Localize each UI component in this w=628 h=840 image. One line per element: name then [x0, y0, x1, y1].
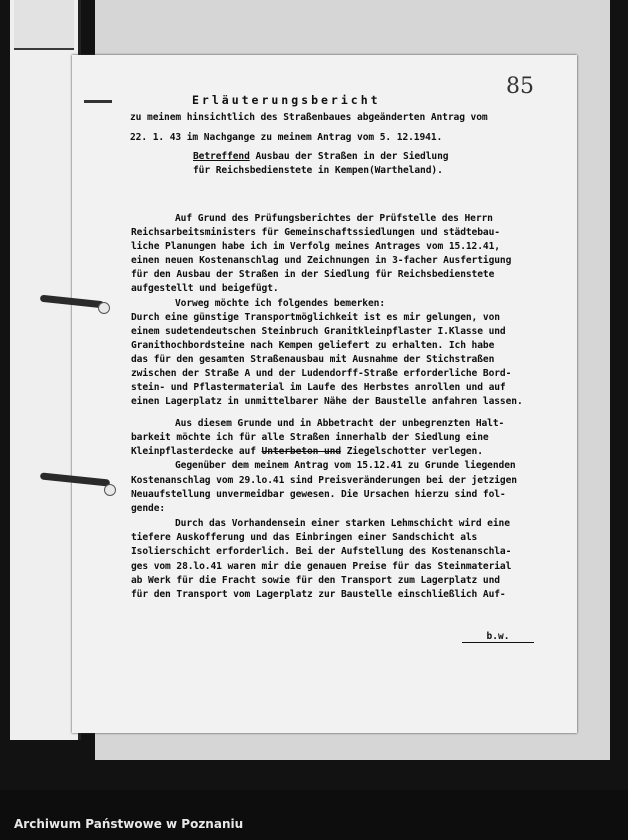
- body-line: einen neuen Kostenanschlag und Zeichnungen in 3-facher Ausfertigung: [131, 255, 512, 266]
- binding-knot-bottom: [104, 484, 116, 496]
- body-line: Aus diesem Grunde und in Abbetracht der unbegrenzten Halt-: [175, 418, 505, 429]
- subject-label: Betreffend: [193, 151, 250, 162]
- struck-text: Unterbeton und: [261, 446, 342, 457]
- body-line: Durch das Vorhandensein einer starken Lehmschicht wird eine: [175, 518, 510, 529]
- body-line: für den Transport vom Lagerplatz zur Baustelle einschließlich Auf-: [131, 589, 506, 600]
- binding-knot-top: [98, 302, 110, 314]
- subject-line: [193, 151, 448, 162]
- body-line: einen Lagerplatz in unmittelbarer Nähe der Baustelle anfahren lassen.: [131, 396, 523, 407]
- body-line: einem sudetendeutschen Steinbruch Granitkleinpflaster I.Klasse und: [131, 326, 506, 337]
- body-line: Reichsarbeitsministers für Gemeinschaftssiedlungen und städtebau-: [131, 227, 500, 238]
- left-binder-sheet: [10, 0, 81, 740]
- footer-bar: [0, 790, 628, 840]
- body-line: Kostenanschlag vom 29.lo.41 sind Preisveränderungen bei der jetzigen: [131, 475, 517, 486]
- intro-line: 22. 1. 43 im Nachgange zu meinem Antrag vom 5. 12.1941.: [130, 132, 443, 143]
- body-line: Auf Grund des Prüfungsberichtes der Prüfstelle des Herrn: [175, 213, 493, 224]
- handwritten-page-number: 85: [506, 74, 534, 99]
- signature-mark: b.w.: [462, 631, 534, 643]
- body-line: Gegenüber dem meinem Antrag vom 15.12.41 zu Grunde liegenden: [175, 460, 516, 471]
- body-line: das für den gesamten Straßenausbau mit Ausnahme der Stichstraßen: [131, 354, 495, 365]
- body-line-end: Ziegelschotter verlegen.: [341, 446, 483, 457]
- body-line: tiefere Auskofferung und das Einbringen einer Sandschicht als: [131, 532, 478, 543]
- body-line: Neuaufstellung unvermeidbar gewesen. Die Ursachen hierzu sind fol-: [131, 489, 506, 500]
- subject-line-2: für Reichsbedienstete in Kempen(Wartheland).: [193, 165, 443, 176]
- body-line: für den Ausbau der Straßen in der Siedlung für Reichsbedienstete: [131, 269, 495, 280]
- subject-text: Ausbau der Straßen in der Siedlung: [249, 151, 449, 162]
- paper-clip-mark: [84, 100, 112, 103]
- left-sheet-tab: [14, 0, 74, 50]
- body-line: zwischen der Straße A und der Ludendorff-Straße erforderliche Bord-: [131, 368, 512, 379]
- body-line: Isolierschicht erforderlich. Bei der Aufstellung des Kostenanschla-: [131, 546, 512, 557]
- archive-credit: Archiwum Państwowe w Poznaniu: [14, 817, 244, 831]
- body-line: barkeit möchte ich für alle Straßen innerhalb der Siedlung eine: [131, 432, 489, 443]
- body-line: ab Werk für die Fracht sowie für den Transport zum Lagerplatz und: [131, 575, 500, 586]
- body-line: stein- und Pflastermaterial im Laufe des Herbstes anrollen und auf: [131, 382, 506, 393]
- body-line: Granithochbordsteine nach Kempen geliefert zu erhalten. Ich habe: [131, 340, 495, 351]
- body-line: gende:: [131, 503, 166, 514]
- body-line: Durch eine günstige Transportmöglichkeit ist es mir gelungen, von: [131, 312, 500, 323]
- body-line: liche Planungen habe ich im Verfolg meines Antrages vom 15.12.41,: [131, 241, 500, 252]
- document-title: Erläuterungsbericht: [192, 93, 381, 107]
- body-line: ges vom 28.lo.41 waren mir die genauen Preise für das Steinmaterial: [131, 561, 512, 572]
- body-line: aufgestellt und beigefügt.: [131, 283, 279, 294]
- body-line: [131, 446, 483, 457]
- body-line: Vorweg möchte ich folgendes bemerken:: [175, 298, 386, 309]
- intro-line: zu meinem hinsichtlich des Straßenbaues abgeänderten Antrag vom: [130, 112, 488, 123]
- body-line-start: Kleinpflasterdecke auf: [131, 446, 262, 457]
